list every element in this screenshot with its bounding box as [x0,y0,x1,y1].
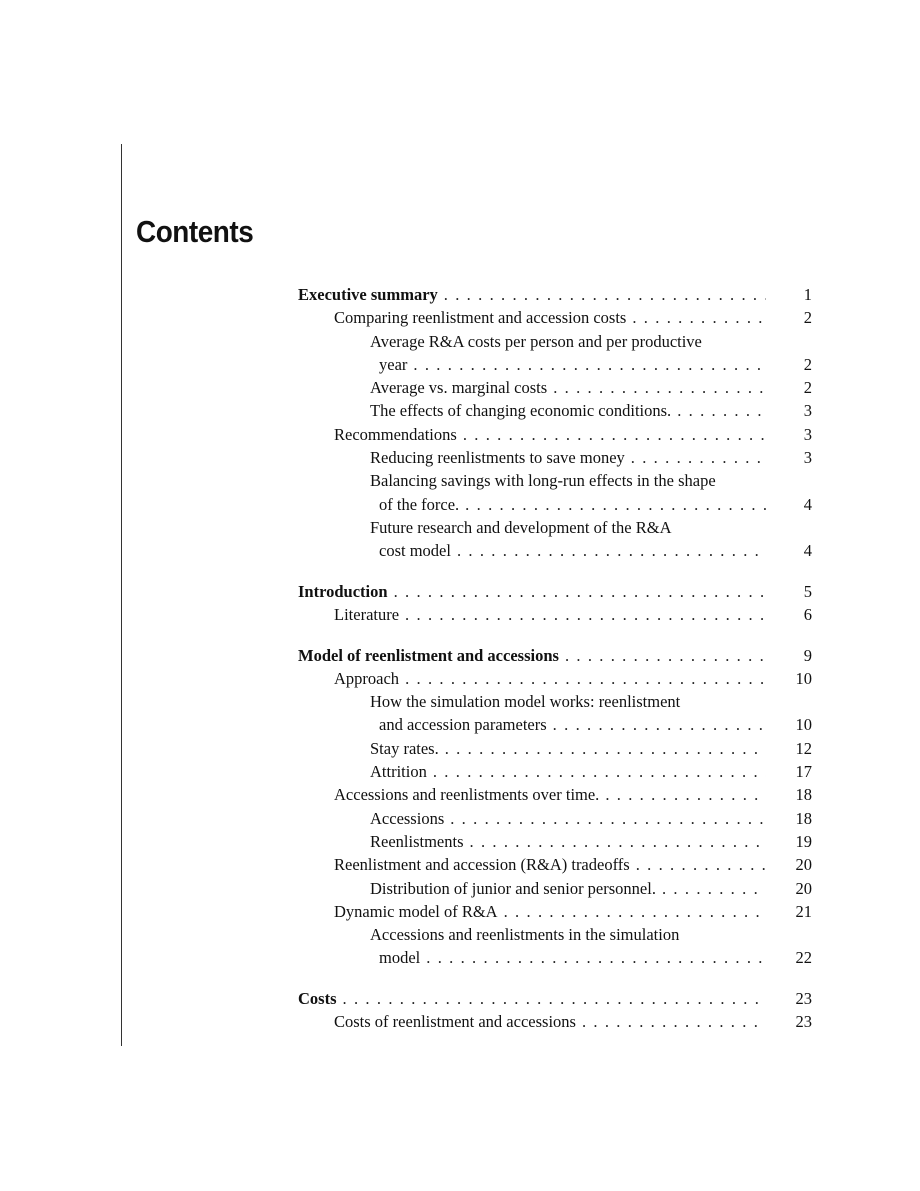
dot-leader [399,667,766,690]
toc-label: Executive summary [298,285,438,304]
toc-entry-balancing-line1[interactable]: Balancing savings with long-run effects in the shape [370,471,716,491]
dot-leader [451,539,766,562]
toc-page-number: 12 [795,738,812,758]
section-gap [298,563,812,580]
toc-entry-approach[interactable] [298,667,812,690]
toc-entry-recommendations[interactable] [298,423,812,446]
toc-page-number: 2 [803,308,812,328]
toc-entry-attrition[interactable] [298,760,812,783]
toc-entry-literature[interactable] [298,603,812,626]
toc-page-number: 10 [795,668,812,688]
toc-page-number: 6 [803,605,812,625]
dot-leader [599,783,766,806]
toc-page-number: 20 [795,878,812,898]
toc-page-number: 2 [803,354,812,374]
dot-leader [459,493,766,516]
toc-label: Introduction [298,581,388,601]
page-title: Contents [136,214,254,249]
toc-page-number: 20 [795,855,812,875]
toc-label: Reenlistment and accession (R&A) tradeoffs [334,855,630,875]
toc-entry-balancing-line2[interactable] [298,493,812,516]
dot-leader [438,283,766,306]
toc-label: Dynamic model of R&A [334,901,498,921]
section-gap [298,626,812,643]
toc-entry-accessions[interactable] [298,807,812,830]
toc-entry-future-line2[interactable] [298,539,812,562]
toc-label: Costs of reenlistment and accessions [334,1012,576,1032]
toc-page-number: 3 [803,448,812,468]
dot-leader [444,807,766,830]
dot-leader [498,900,766,923]
toc-label: Reenlistments [370,831,464,851]
toc-entry-costs-of-reenlistment[interactable] [298,1010,812,1033]
toc-entry-executive-summary[interactable] [298,283,812,306]
toc-label: of the force. [379,494,460,514]
dot-leader [559,644,766,667]
table-of-contents [298,283,812,1033]
toc-page-number: 22 [795,948,812,968]
toc-page-number: 10 [795,715,812,735]
dot-leader [656,877,766,900]
toc-label: Average vs. marginal costs [370,378,548,398]
toc-page-number: 1 [803,285,812,304]
toc-label: Accessions [370,808,445,828]
dot-leader [625,446,766,469]
toc-entry-how-line2[interactable] [298,713,812,736]
toc-entry-effects[interactable] [298,399,812,422]
dot-leader [388,580,766,603]
toc-entry-average-ra-line2[interactable] [298,353,812,376]
dot-leader [547,713,766,736]
toc-page-number: 3 [803,401,812,421]
toc-label: Stay rates. [370,738,439,758]
toc-label: Accessions and reenlistments over time. [334,785,600,805]
dot-leader [399,603,766,626]
toc-label: model [379,948,421,968]
toc-page-number: 23 [795,1012,812,1032]
toc-entry-simulation-line2[interactable] [298,946,812,969]
toc-label: Costs [298,988,337,1008]
toc-label: Recommendations [334,424,457,444]
toc-page-number: 23 [795,988,812,1008]
dot-leader [626,306,766,329]
toc-entry-comparing[interactable] [298,306,812,329]
toc-entry-stay-rates[interactable] [298,737,812,760]
dot-leader [457,423,766,446]
dot-leader [576,1010,766,1033]
toc-page-number: 21 [795,901,812,921]
toc-label: Literature [334,605,400,625]
toc-page-number: 4 [803,494,812,514]
toc-entry-average-vs-marginal[interactable] [298,376,812,399]
toc-entry-distribution[interactable] [298,877,812,900]
section-gap [298,970,812,987]
toc-label: Model of reenlistment and accessions [298,645,559,665]
toc-label: cost model [379,541,451,561]
toc-entry-future-line1[interactable]: Future research and development of the R&A [370,517,672,537]
dot-leader [439,737,766,760]
dot-leader [671,399,766,422]
dot-leader [407,353,766,376]
toc-entry-reducing[interactable] [298,446,812,469]
toc-entry-average-ra-line1[interactable]: Average R&A costs per person and per productive [370,331,702,351]
toc-label: Approach [334,668,400,688]
toc-page-number: 17 [795,762,812,782]
dot-leader [630,853,766,876]
toc-label: year [379,354,408,374]
toc-page-number: 4 [803,541,812,561]
toc-label: Distribution of junior and senior personnel. [370,878,656,898]
dot-leader [427,760,766,783]
toc-label: and accession parameters [379,715,547,735]
toc-page-number: 18 [795,785,812,805]
toc-entry-reenlistments[interactable] [298,830,812,853]
toc-entry-accessions-reenlistments-time[interactable] [298,783,812,806]
dot-leader [547,376,766,399]
dot-leader [420,946,766,969]
dot-leader [464,830,767,853]
margin-rule [121,144,122,1046]
toc-entry-model[interactable] [298,644,812,667]
dot-leader [337,987,766,1010]
toc-page-number: 18 [795,808,812,828]
toc-label: Reducing reenlistments to save money [370,448,625,468]
toc-page-number: 9 [803,645,812,665]
toc-page-number: 19 [795,831,812,851]
toc-page-number: 2 [803,378,812,398]
toc-page-number: 5 [803,581,812,601]
toc-entry-introduction[interactable] [298,580,812,603]
toc-entry-how-line1[interactable]: How the simulation model works: reenlistment [370,692,681,712]
toc-entry-tradeoffs[interactable] [298,853,812,876]
toc-label: Attrition [370,762,427,782]
toc-entry-simulation-line1[interactable]: Accessions and reenlistments in the simulation [370,925,680,945]
toc-entry-dynamic-model[interactable] [298,900,812,923]
toc-entry-costs[interactable] [298,987,812,1010]
toc-page-number: 3 [803,424,812,444]
toc-label: The effects of changing economic conditions. [370,401,672,421]
toc-label: Comparing reenlistment and accession costs [334,308,627,328]
